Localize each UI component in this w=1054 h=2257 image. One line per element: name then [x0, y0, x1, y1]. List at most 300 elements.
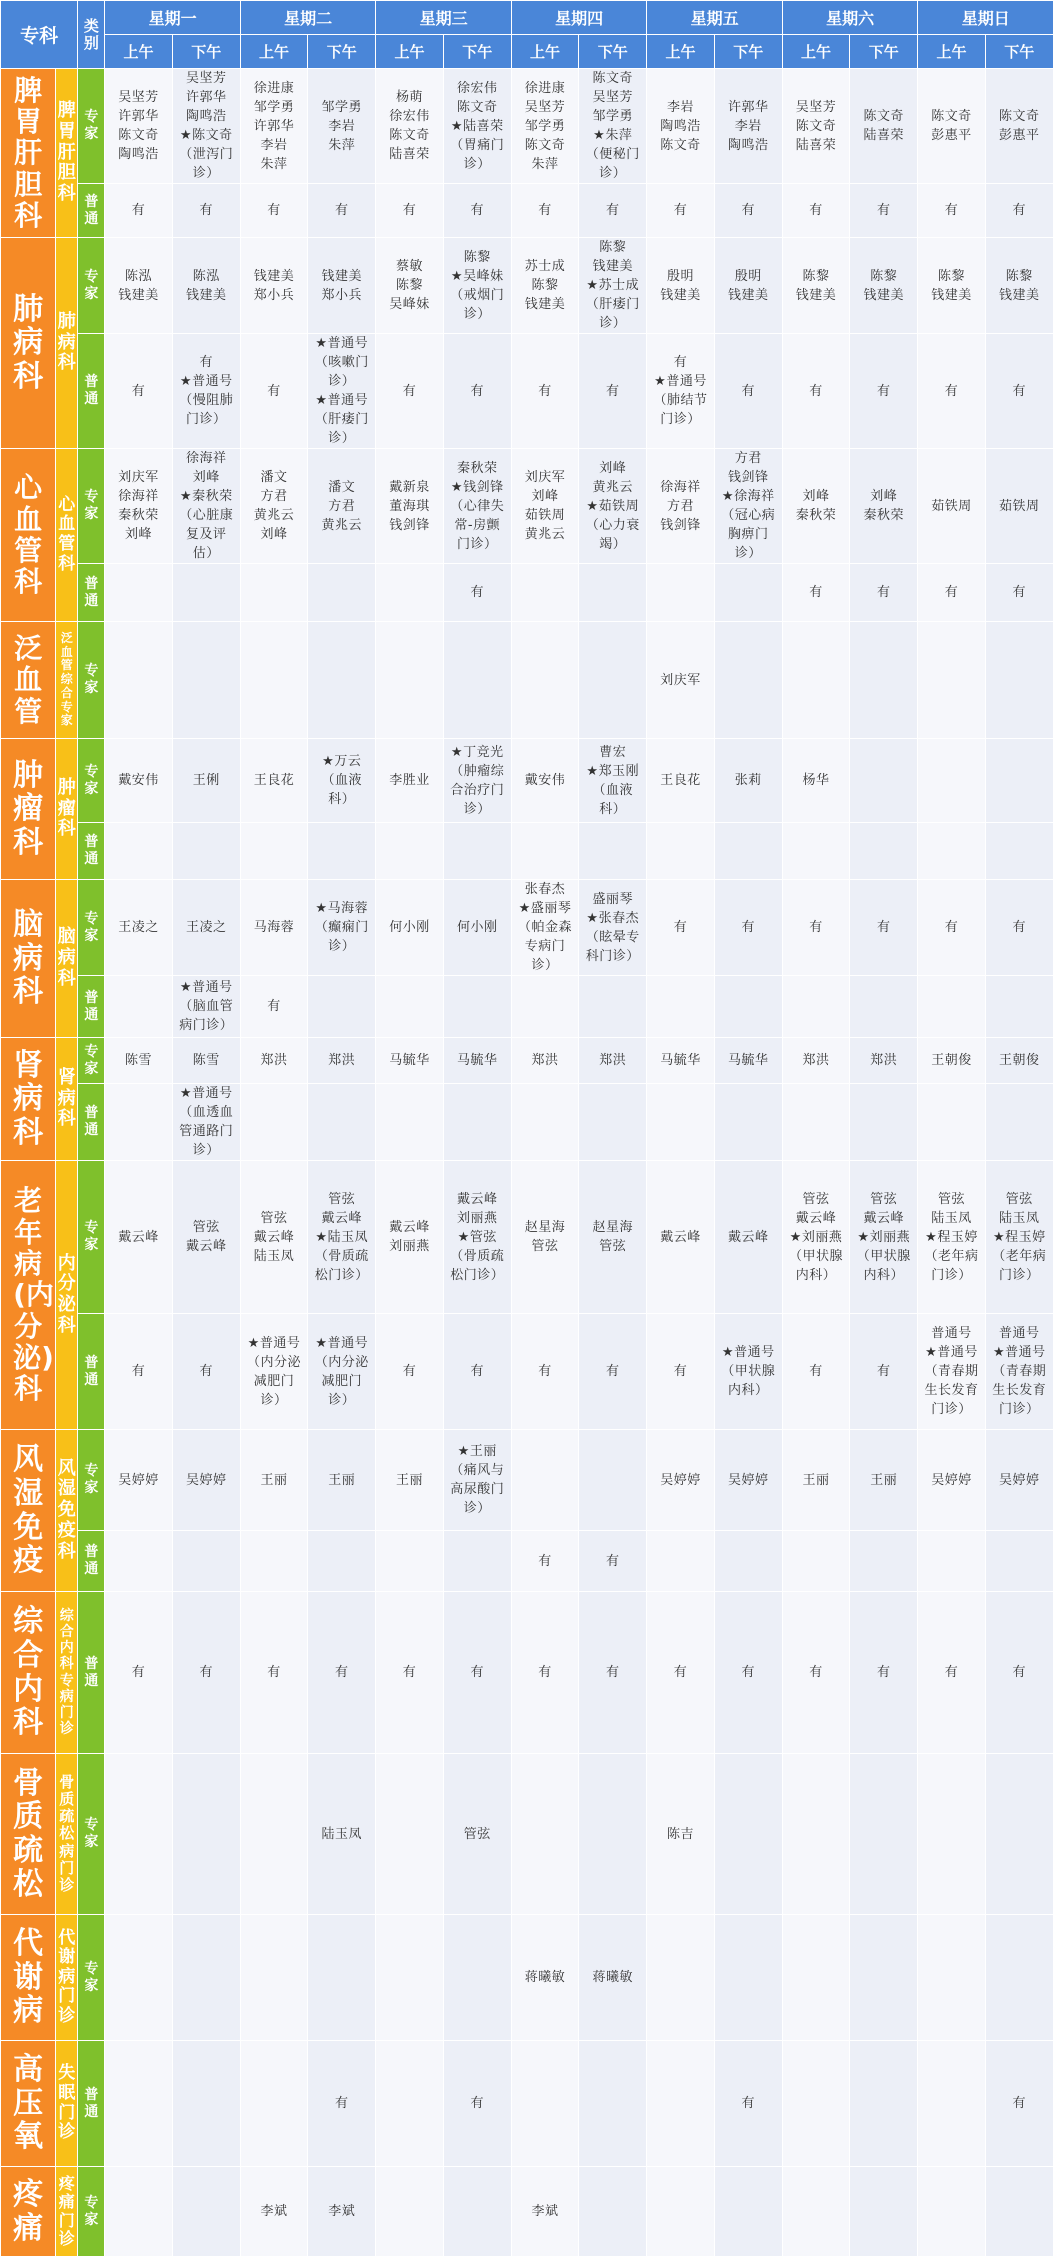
schedule-cell: 何小刚 — [443, 880, 511, 976]
schedule-cell: 有 — [579, 184, 647, 238]
morning-header: 上午 — [376, 35, 443, 69]
schedule-cell — [714, 622, 782, 739]
schedule-cell: 普通号 ★普通号 （青春期 生长发育 门诊） — [918, 1314, 985, 1430]
schedule-cell: 有 — [985, 880, 1053, 976]
schedule-cell: 有 — [376, 184, 443, 238]
day-header: 星期六 — [782, 1, 918, 35]
schedule-cell: 吴坚芳 许郭华 陶鸣浩 ★陈文奇 （泄泻门 诊） — [172, 69, 240, 184]
schedule-row — [1, 69, 1054, 184]
schedule-row — [1, 739, 1054, 823]
schedule-cell — [105, 1531, 172, 1592]
schedule-cell: 有 — [647, 1314, 714, 1430]
schedule-cell — [918, 1084, 985, 1161]
sub-department-cell — [56, 1592, 78, 1754]
specialty-cell — [1, 1430, 56, 1592]
schedule-cell: ★普通号 （脑血管 病门诊） — [172, 976, 240, 1038]
category-cell — [78, 976, 105, 1038]
schedule-cell — [985, 823, 1053, 880]
schedule-cell: 刘峰 秦秋荣 — [782, 449, 849, 564]
schedule-cell: 蒋曦敏 — [511, 1915, 578, 2041]
schedule-row — [1, 1531, 1054, 1592]
category-cell — [78, 1038, 105, 1084]
day-header: 星期二 — [240, 1, 376, 35]
schedule-cell: 王朝俊 — [918, 1038, 985, 1084]
schedule-row — [1, 1314, 1054, 1430]
schedule-cell: 茹铁周 — [985, 449, 1053, 564]
schedule-cell: 王朝俊 — [985, 1038, 1053, 1084]
schedule-cell — [985, 1754, 1053, 1915]
schedule-cell: 戴云峰 — [105, 1161, 172, 1314]
schedule-cell — [918, 2167, 985, 2257]
schedule-cell — [443, 1915, 511, 2041]
schedule-cell — [105, 823, 172, 880]
schedule-cell — [172, 1754, 240, 1915]
schedule-row — [1, 184, 1054, 238]
schedule-cell — [376, 2041, 443, 2167]
schedule-cell — [240, 1754, 307, 1915]
schedule-cell — [782, 2041, 849, 2167]
schedule-cell: 潘文 方君 黄兆云 刘峰 — [240, 449, 307, 564]
schedule-cell: 吴婷婷 — [918, 1430, 985, 1531]
sub-department-name: 代谢病门诊 — [58, 1927, 76, 2026]
schedule-cell — [714, 1084, 782, 1161]
schedule-cell: 许郭华 李岩 陶鸣浩 — [714, 69, 782, 184]
schedule-cell: 有 — [579, 1531, 647, 1592]
schedule-cell — [240, 823, 307, 880]
schedule-cell: 马毓华 — [376, 1038, 443, 1084]
schedule-cell — [714, 564, 782, 622]
schedule-cell — [579, 976, 647, 1038]
schedule-cell: 有 — [172, 1592, 240, 1754]
specialty-cell — [1, 1915, 56, 2041]
category-label: 普通 — [84, 374, 99, 407]
schedule-cell: 有 — [240, 334, 307, 449]
schedule-cell — [240, 1084, 307, 1161]
schedule-cell: 刘庆军 徐海祥 秦秋荣 刘峰 — [105, 449, 172, 564]
specialty-name: 肿瘤科 — [13, 757, 44, 860]
schedule-cell: 有 — [918, 880, 985, 976]
schedule-cell: 钱建美 郑小兵 — [240, 238, 307, 334]
schedule-cell: 钱建美 郑小兵 — [308, 238, 376, 334]
sub-department-name: 骨质疏松病门诊 — [59, 1772, 75, 1895]
schedule-cell — [105, 564, 172, 622]
schedule-cell: 秦秋荣 ★钱剑锋 （心律失 常-房颤 门诊） — [443, 449, 511, 564]
specialty-cell — [1, 739, 56, 880]
schedule-cell: 蔡敏 陈黎 吴峰妹 — [376, 238, 443, 334]
schedule-cell: 陈黎 钱建美 — [985, 238, 1053, 334]
schedule-cell: 陈泓 钱建美 — [172, 238, 240, 334]
schedule-cell — [308, 823, 376, 880]
schedule-cell — [376, 1754, 443, 1915]
schedule-cell: 有 — [918, 334, 985, 449]
category-label: 专家 — [84, 663, 99, 696]
schedule-row — [1, 622, 1054, 739]
schedule-row — [1, 2167, 1054, 2257]
schedule-cell — [918, 976, 985, 1038]
specialty-name: 风湿免疫 — [13, 1442, 44, 1579]
schedule-cell — [850, 1084, 918, 1161]
schedule-cell — [511, 1430, 578, 1531]
schedule-cell: 有 — [511, 1531, 578, 1592]
morning-header: 上午 — [918, 35, 985, 69]
category-label: 普通 — [84, 1105, 99, 1138]
schedule-cell — [376, 2167, 443, 2257]
schedule-cell: 王丽 — [308, 1430, 376, 1531]
schedule-cell: 有 — [511, 1314, 578, 1430]
schedule-cell: 杨萌 徐宏伟 陈文奇 陆喜荣 — [376, 69, 443, 184]
schedule-cell — [511, 976, 578, 1038]
sub-department-cell — [56, 2041, 78, 2167]
schedule-cell: 有 — [714, 184, 782, 238]
sub-department-name: 肿瘤科 — [57, 776, 76, 840]
specialty-cell — [1, 622, 56, 739]
schedule-cell: 王凌之 — [172, 880, 240, 976]
schedule-cell — [240, 2041, 307, 2167]
schedule-cell — [443, 2167, 511, 2257]
morning-header: 上午 — [511, 35, 578, 69]
sub-department-cell — [56, 1915, 78, 2041]
schedule-cell: 戴新泉 董海琪 钱剑锋 — [376, 449, 443, 564]
schedule-row — [1, 1915, 1054, 2041]
schedule-cell — [376, 564, 443, 622]
schedule-cell: 有 — [782, 1314, 849, 1430]
category-cell — [78, 739, 105, 823]
day-header: 星期一 — [105, 1, 241, 35]
schedule-cell: 有 — [376, 334, 443, 449]
schedule-cell: 吴婷婷 — [985, 1430, 1053, 1531]
schedule-cell — [376, 823, 443, 880]
schedule-cell: 杨华 — [782, 739, 849, 823]
category-cell — [78, 1754, 105, 1915]
schedule-cell: 郑洪 — [240, 1038, 307, 1084]
schedule-cell: 李岩 陶鸣浩 陈文奇 — [647, 69, 714, 184]
schedule-cell — [105, 2167, 172, 2257]
schedule-cell: 有 — [918, 564, 985, 622]
specialty-cell — [1, 2041, 56, 2167]
category-cell — [78, 564, 105, 622]
schedule-cell: ★万云 （血液 科） — [308, 739, 376, 823]
schedule-cell — [782, 622, 849, 739]
sub-department-name: 肺病科 — [57, 310, 76, 374]
sub-department-name: 肾病科 — [57, 1066, 76, 1130]
schedule-cell: 有 — [240, 1592, 307, 1754]
category-cell — [78, 334, 105, 449]
schedule-cell: ★普通号 （内分泌 减肥门 诊） — [308, 1314, 376, 1430]
sub-department-name: 疼痛门诊 — [58, 2173, 75, 2248]
schedule-cell: 有 — [172, 184, 240, 238]
specialty-cell — [1, 2167, 56, 2257]
schedule-cell — [105, 2041, 172, 2167]
sub-department-name: 失眠门诊 — [58, 2063, 76, 2143]
category-label: 专家 — [84, 763, 99, 797]
schedule-cell: 刘峰 黄兆云 ★茹铁周 （心力衰 竭） — [579, 449, 647, 564]
schedule-cell: ★马海蓉 （癫痫门 诊） — [308, 880, 376, 976]
schedule-cell: 有 — [918, 184, 985, 238]
schedule-cell: 有 — [850, 880, 918, 976]
schedule-cell: 有 — [579, 1314, 647, 1430]
schedule-cell: 有 — [714, 2041, 782, 2167]
schedule-cell — [850, 622, 918, 739]
schedule-cell: 蒋曦敏 — [579, 1915, 647, 2041]
category-label: 专家 — [84, 1043, 99, 1077]
schedule-cell — [918, 823, 985, 880]
schedule-cell — [647, 564, 714, 622]
schedule-cell — [850, 1915, 918, 2041]
schedule-cell: 郑洪 — [850, 1038, 918, 1084]
category-cell — [78, 622, 105, 739]
specialty-name: 老年病(内分泌)科 — [13, 1184, 54, 1406]
schedule-cell — [647, 1531, 714, 1592]
schedule-cell: 吴坚芳 陈文奇 陆喜荣 — [782, 69, 849, 184]
schedule-cell — [579, 1430, 647, 1531]
schedule-cell — [511, 823, 578, 880]
schedule-cell: 方君 钱剑锋 ★徐海祥 （冠心病 胸痹门 诊） — [714, 449, 782, 564]
schedule-cell: 有 — [511, 334, 578, 449]
schedule-cell — [647, 1084, 714, 1161]
schedule-cell — [918, 1915, 985, 2041]
schedule-cell — [782, 976, 849, 1038]
schedule-row — [1, 880, 1054, 976]
schedule-cell — [240, 622, 307, 739]
schedule-cell: ★王丽 （痛风与 高尿酸门 诊） — [443, 1430, 511, 1531]
schedule-cell: 徐宏伟 陈文奇 ★陆喜荣 （胃痛门 诊） — [443, 69, 511, 184]
sub-department-name: 脾胃肝胆科 — [57, 100, 76, 205]
schedule-cell: 赵星海 管弦 — [511, 1161, 578, 1314]
sub-department-cell — [56, 69, 78, 238]
schedule-cell: 戴安伟 — [511, 739, 578, 823]
day-header: 星期三 — [376, 1, 512, 35]
schedule-cell: 有 — [443, 1592, 511, 1754]
schedule-cell — [511, 1754, 578, 1915]
schedule-row — [1, 1038, 1054, 1084]
schedule-cell — [985, 2167, 1053, 2257]
schedule-body — [1, 69, 1054, 2257]
schedule-cell: 吴婷婷 — [172, 1430, 240, 1531]
schedule-cell: 有 — [850, 564, 918, 622]
schedule-cell — [850, 2167, 918, 2257]
schedule-cell — [782, 823, 849, 880]
schedule-cell: 有 — [985, 2041, 1053, 2167]
sub-department-cell — [56, 238, 78, 449]
category-label: 普通 — [84, 575, 99, 609]
schedule-cell — [647, 823, 714, 880]
schedule-cell — [240, 1915, 307, 2041]
specialty-cell — [1, 449, 56, 622]
specialty-cell — [1, 1592, 56, 1754]
specialty-cell — [1, 238, 56, 449]
schedule-cell: 殷明 钱建美 — [714, 238, 782, 334]
schedule-cell: 有 — [647, 880, 714, 976]
schedule-cell: 陆玉凤 — [308, 1754, 376, 1915]
schedule-cell: 戴云峰 — [647, 1161, 714, 1314]
schedule-cell: 有 — [105, 1314, 172, 1430]
schedule-cell: 有 — [105, 184, 172, 238]
sub-department-cell — [56, 1038, 78, 1161]
schedule-cell: 陈文奇 陆喜荣 — [850, 69, 918, 184]
schedule-cell: 马毓华 — [714, 1038, 782, 1084]
category-label: 普通 — [84, 1354, 99, 1388]
schedule-cell — [105, 976, 172, 1038]
schedule-cell — [172, 2167, 240, 2257]
schedule-cell: 有 — [985, 1592, 1053, 1754]
schedule-cell: 王丽 — [850, 1430, 918, 1531]
sub-department-cell — [56, 1754, 78, 1915]
schedule-cell: 管弦 戴云峰 ★刘丽燕 （甲状腺 内科） — [782, 1161, 849, 1314]
schedule-cell — [172, 1915, 240, 2041]
schedule-row — [1, 564, 1054, 622]
schedule-cell — [850, 976, 918, 1038]
schedule-cell — [782, 1754, 849, 1915]
specialty-cell — [1, 880, 56, 1038]
sub-department-name: 风湿免疫科 — [57, 1457, 76, 1562]
schedule-cell: 李斌 — [240, 2167, 307, 2257]
schedule-cell: 吴婷婷 — [647, 1430, 714, 1531]
schedule-cell: 普通号 ★普通号 （青春期 生长发育 门诊） — [985, 1314, 1053, 1430]
schedule-cell — [714, 2167, 782, 2257]
category-cell — [78, 69, 105, 184]
schedule-cell: 戴云峰 刘丽燕 ★管弦 （骨质疏 松门诊） — [443, 1161, 511, 1314]
schedule-cell: 有 — [714, 1592, 782, 1754]
afternoon-header: 下午 — [579, 35, 647, 69]
category-cell — [78, 1314, 105, 1430]
schedule-cell: 李胜业 — [376, 739, 443, 823]
category-header-label: 类别 — [83, 16, 99, 52]
schedule-cell — [443, 976, 511, 1038]
schedule-cell — [579, 2041, 647, 2167]
schedule-cell — [511, 2041, 578, 2167]
category-cell — [78, 823, 105, 880]
schedule-cell — [105, 1084, 172, 1161]
schedule-row — [1, 1430, 1054, 1531]
specialty-name: 脑病科 — [13, 907, 44, 1010]
sub-department-name: 泛血管综合专家 — [60, 630, 73, 728]
schedule-cell: 吴婷婷 — [714, 1430, 782, 1531]
schedule-cell — [172, 564, 240, 622]
day-header: 星期五 — [647, 1, 783, 35]
afternoon-header: 下午 — [172, 35, 240, 69]
specialty-name: 疼痛 — [13, 2176, 44, 2246]
schedule-cell: 有 — [850, 1314, 918, 1430]
schedule-cell — [443, 1531, 511, 1592]
schedule-cell: 李斌 — [511, 2167, 578, 2257]
schedule-cell — [850, 823, 918, 880]
schedule-cell: 有 — [308, 2041, 376, 2167]
schedule-cell: 管弦 陆玉凤 ★程玉婷 （老年病 门诊） — [985, 1161, 1053, 1314]
category-cell — [78, 1161, 105, 1314]
schedule-cell: 有 — [443, 564, 511, 622]
category-cell — [78, 2167, 105, 2257]
schedule-cell: 王良花 — [647, 739, 714, 823]
morning-header: 上午 — [647, 35, 714, 69]
schedule-cell: 陈文奇 彭惠平 — [918, 69, 985, 184]
schedule-row — [1, 1754, 1054, 1915]
schedule-cell — [918, 2041, 985, 2167]
schedule-row — [1, 823, 1054, 880]
schedule-cell: 王丽 — [782, 1430, 849, 1531]
category-label: 普通 — [84, 1655, 99, 1689]
schedule-cell: 有 — [105, 1592, 172, 1754]
schedule-cell: 陈泓 钱建美 — [105, 238, 172, 334]
schedule-cell: 郑洪 — [782, 1038, 849, 1084]
schedule-cell: 王俐 — [172, 739, 240, 823]
schedule-cell: 马毓华 — [647, 1038, 714, 1084]
category-label: 普通 — [84, 1544, 99, 1577]
schedule-cell: 曹宏 ★郑玉刚 （血液 科） — [579, 739, 647, 823]
schedule-cell: 王丽 — [240, 1430, 307, 1531]
schedule-cell: 陈文奇 吴坚芳 邹学勇 ★朱萍 （便秘门 诊） — [579, 69, 647, 184]
schedule-cell: 有 — [850, 1592, 918, 1754]
schedule-cell: 陈黎 钱建美 — [918, 238, 985, 334]
schedule-row — [1, 1161, 1054, 1314]
category-cell — [78, 449, 105, 564]
day-header: 星期四 — [511, 1, 647, 35]
schedule-cell: 有 — [376, 1592, 443, 1754]
schedule-cell: 刘峰 秦秋荣 — [850, 449, 918, 564]
category-cell — [78, 1915, 105, 2041]
schedule-cell — [647, 2167, 714, 2257]
schedule-row — [1, 976, 1054, 1038]
schedule-cell: ★普通号 （咳嗽门 诊） ★普通号 （肝痿门 诊） — [308, 334, 376, 449]
schedule-cell: 有 — [918, 1592, 985, 1754]
schedule-row — [1, 334, 1054, 449]
schedule-cell: 陈吉 — [647, 1754, 714, 1915]
schedule-row — [1, 2041, 1054, 2167]
schedule-cell: 有 — [647, 1592, 714, 1754]
schedule-cell — [105, 622, 172, 739]
schedule-cell — [714, 976, 782, 1038]
category-label: 普通 — [84, 834, 99, 867]
schedule-cell — [985, 739, 1053, 823]
schedule-cell: ★普通号 （甲状腺 内科） — [714, 1314, 782, 1430]
category-label: 专家 — [84, 109, 99, 142]
schedule-cell — [579, 564, 647, 622]
schedule-cell: 郑洪 — [308, 1038, 376, 1084]
sub-department-cell — [56, 2167, 78, 2257]
specialty-header: 专科 — [1, 1, 78, 69]
schedule-cell — [782, 1531, 849, 1592]
schedule-cell — [172, 2041, 240, 2167]
schedule-cell — [579, 823, 647, 880]
schedule-cell — [918, 622, 985, 739]
specialty-name: 骨质疏松 — [13, 1765, 44, 1902]
schedule-cell — [579, 1084, 647, 1161]
schedule-cell — [511, 1084, 578, 1161]
schedule-cell — [579, 2167, 647, 2257]
schedule-cell: ★普通号 （内分泌 减肥门 诊） — [240, 1314, 307, 1430]
schedule-cell: 陈雪 — [172, 1038, 240, 1084]
schedule-cell: 马海蓉 — [240, 880, 307, 976]
schedule-cell: 王丽 — [376, 1430, 443, 1531]
schedule-cell: 有 — [308, 1592, 376, 1754]
schedule-cell: 盛丽琴 ★张春杰 （眩晕专 科门诊） — [579, 880, 647, 976]
schedule-cell — [308, 622, 376, 739]
schedule-cell: 吴坚芳 许郭华 陈文奇 陶鸣浩 — [105, 69, 172, 184]
schedule-cell — [443, 622, 511, 739]
schedule-cell — [714, 823, 782, 880]
schedule-cell — [172, 622, 240, 739]
schedule-cell: 有 — [172, 1314, 240, 1430]
schedule-cell — [376, 1915, 443, 2041]
category-label: 普通 — [84, 193, 99, 227]
schedule-cell: 有 — [782, 1592, 849, 1754]
schedule-cell — [105, 1754, 172, 1915]
category-label: 专家 — [84, 268, 99, 302]
schedule-cell: 有 — [443, 2041, 511, 2167]
schedule-cell: 有 — [985, 184, 1053, 238]
schedule-cell: 管弦 戴云峰 陆玉凤 — [240, 1161, 307, 1314]
schedule-header — [1, 1, 1054, 69]
schedule-cell — [308, 976, 376, 1038]
